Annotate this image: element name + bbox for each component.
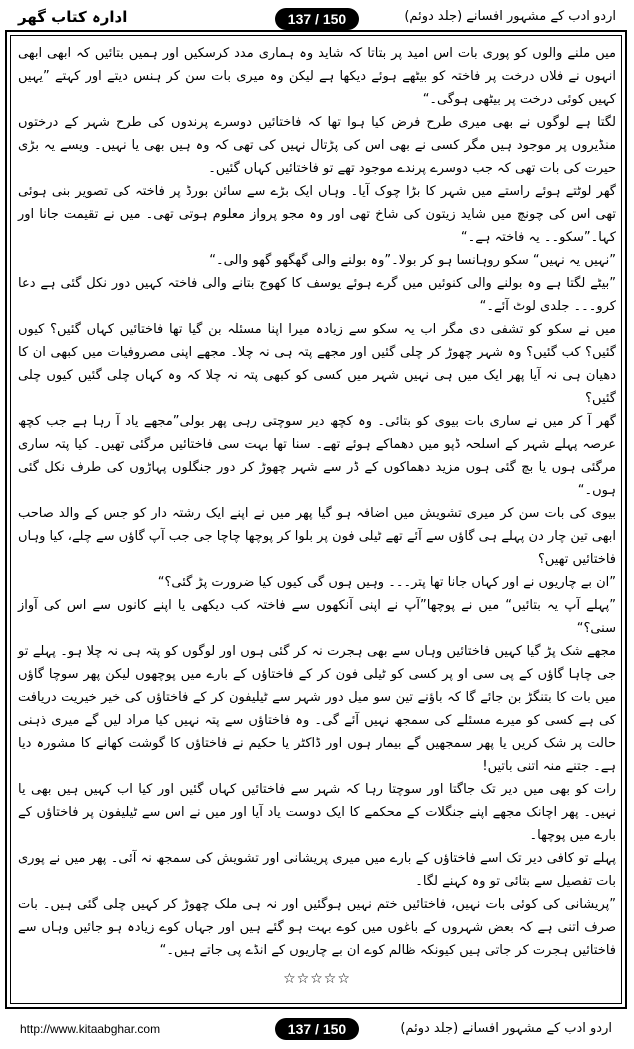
publisher-name: ادارہ کتاب گھر [18,8,128,26]
paragraph: ”ان بے چاریوں نے اور کہاں جانا تھا پتر۔۔۔ وہیں ہوں گی کیوں کیا ضرورت پڑ گئی؟“ [157,575,616,590]
paragraph: میں نے سکو کو تشفی دی مگر اب یہ سکو سے زیادہ میرا اپنا مسئلہ بن گیا تھا فاختائیں کہاں گئیں؟ کیوں گئیں؟ کب گئیں؟ وہ شہر چھوڑ کر چلی گئیں اور مجھے پتہ ہی نہ چلا۔ مجھے اپنی مصروفیات میں کبھی ان کا دھیان ہی نہ آیا پھر ایک میں ہی نہیں شہر میں کسی کو کبھی پتہ نہ چلا کہ وہ کہاں چلی گئیں کیوں چلی گئیں؟ [18,322,616,406]
paragraph: گھر لوٹتے ہوئے راستے میں شہر کا بڑا چوک آیا۔ وہاں ایک بڑے سے سائن بورڈ پر فاختہ کی تصویر بنی ہوئی تھی اس کی چونچ میں شاید زیتون کی شاخ تھی اور وہ مجو پرواز معلوم ہوتی تھی۔ میں نے تقیمت جانا اور کہا۔”سکو۔۔ یہ فاختہ ہے۔“ [18,184,616,245]
paragraph: میں ملنے والوں کو پوری بات اس امید پر بتاتا کہ شاید وہ ہماری مدد کرسکیں اور ہمیں بتائیں کہ ابھی ابھی انہوں نے فلاں درخت پر فاختہ کو بیٹھے ہوئے دیکھا ہے لیکن وہ میری بات سن کر ہنس دیتے اور کہتے ”یہیں کہیں کوئی درخت پر بیٹھی ہوگی۔“ [18,46,616,107]
book-title: اردو ادب کے مشہور افسانے (جلد دوئم) [404,9,616,24]
page-number-badge: 137 / 150 [275,8,359,30]
paragraph: رات کو بھی میں دیر تک جاگتا اور سوچتا رہا کہ شہر سے فاختائیں کہاں گئیں اور کیا اب کہیں ہیں بھی یا نہیں۔ پھر اچانک مجھے اپنے جنگلات کے محکمے کا ایک دوست یاد آیا اور میں نے اس سے ٹیلیفون پر فاختاؤں کے بارے میں پوچھا۔ [18,782,616,843]
section-separator-stars: ☆☆☆☆☆ [283,971,351,987]
page-header [0,4,634,30]
website-link[interactable]: http://www.kitaabghar.com [20,1022,161,1036]
story-body [18,42,616,991]
paragraph: ”بیٹے لگتا ہے وہ بولنے والی کنوئیں میں گرے ہوئے یوسف کا کھوج بتانے والی فاختہ کہیں دور نکل گئی ہے دعا کرو۔۔۔ جلدی لوٹ آئے۔“ [18,276,616,314]
footer-book-title: اردو ادب کے مشہور افسانے (جلد دوئم) [400,1021,612,1036]
paragraph: لگتا ہے لوگوں نے بھی میری طرح فرض کیا ہوا تھا کہ فاختائیں دوسرے پرندوں کی طرح شہر کے درختوں منڈیروں پر موجود ہیں مگر کسی نے بھی اس کی پڑتال نہیں کی تھی کہ وہ ہیں بھی یا نہیں۔ ویسے یہ بڑی حیرت کی بات تھی کہ جب دوسرے پرندے موجود تھے تو فاختائیں کہاں گئیں۔ [18,115,616,176]
paragraph: ”پہلے آپ یہ بتائیں“ میں نے پوچھا”آپ نے اپنی آنکھوں سے فاختہ کب دیکھی یا اپنے کانوں سے اس کی آواز سنی؟“ [18,598,616,636]
paragraph: مجھے شک پڑ گیا کہیں فاختائیں وہاں سے بھی ہجرت نہ کر گئی ہوں اور لوگوں کو پتہ ہی نہ چلا ہو۔ پہلے تو جی چاہا گاؤں کے پی سی او پر کسی کو ٹیلی فون کر کے فاختاؤں کے بارے میں پوچھوں لیکن پھر سوچا گاؤں میں بات کا بتنگڑ بن جائے گا کہ باؤنے تین سو میل دور شہر سے ٹیلیفون کر کے فاختاؤں کی خیر خیریت دریافت کی ہے کسی کو میرے مسئلے کی سمجھ نہیں آئے گی۔ وہ فاختاؤں سے پتہ نہیں کیا مراد لیں گے میری ذہنی حالت پر شک کریں یا پھر سمجھیں گے بیمار ہوں اور ڈاکٹر یا حکیم نے فاختاؤں کا گوشت کھانے کا مشورہ دیا ہے۔ جتنے منہ اتنی باتیں! [18,644,616,774]
paragraph: بیوی کی بات سن کر میری تشویش میں اضافہ ہو گیا پھر میں نے اپنے ایک رشتہ دار کو جس کے والد صاحب ابھی تین چار دن پہلے ہی گاؤں سے آئے تھے ٹیلی فون پر بلوا کر پوچھا چاچا جی جب آپ گاؤں سے چلے، کیا وہاں فاختائیں تھیں؟ [18,506,616,567]
paragraph: پہلے تو کافی دیر تک اسے فاختاؤں کے بارے میں میری پریشانی اور تشویش کی سمجھ نہ آئی۔ پھر میں نے پوری بات تفصیل سے بتائی تو وہ کہنے لگا۔ [18,851,616,889]
paragraph: ”نہیں یہ نہیں“ سکو روہانسا ہو کر بولا۔”وہ بولنے والی گھگھو گھو والی۔“ [209,253,616,268]
footer-page-number-badge: 137 / 150 [275,1018,359,1040]
page-footer [0,1014,634,1046]
paragraph: گھر آ کر میں نے ساری بات بیوی کو بتائی۔ وہ کچھ دیر سوچتی رہی پھر بولی”مجھے یاد آ رہا ہے جب کچھ عرصہ پہلے شہر کے اسلحہ ڈپو میں دھماکے ہوئے تھے۔ سنا تھا بہت سی فاختائیں مرگئی تھیں۔ کیا پتہ ساری مرگئی ہوں یا بچ گئی ہوں مزید دھماکوں کے ڈر سے شہر چھوڑ کر دور جنگلوں پہاڑوں کی طرف نکل گئی ہوں۔“ [18,414,616,498]
paragraph: ”پریشانی کی کوئی بات نہیں، فاختائیں ختم نہیں ہوگئیں اور نہ ہی ملک چھوڑ کر کہیں چلی گئی ہیں۔ بات صرف اتنی ہے کہ بعض شہروں کے باغوں میں کوے بہت ہو گئے ہیں اور جہاں کوے زیادہ ہو جائیں وہاں سے فاختائیں ہجرت کر جاتی ہیں کیونکہ ظالم کوے ان بے چاریوں کے انڈے پی جاتے ہیں۔“ [18,897,616,958]
